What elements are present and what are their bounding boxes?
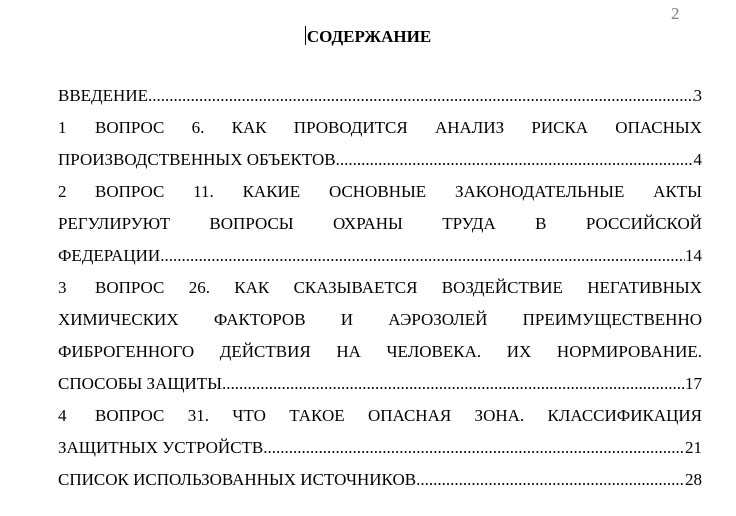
title-text[interactable]: СОДЕРЖАНИЕ (306, 27, 432, 46)
toc-entry-line (58, 272, 702, 304)
toc-entry-number: 3 (58, 278, 67, 297)
toc-entry-text: СПОСОБЫ ЗАЩИТЫ (58, 374, 222, 393)
leader-dots (160, 240, 685, 272)
toc-entry-text: ФЕДЕРАЦИИ (58, 246, 161, 265)
leader-dots (148, 80, 694, 112)
toc-entry-text: ВОПРОС 6. КАК ПРОВОДИТСЯ АНАЛИЗ РИСКА ОПАСНЫХ (95, 118, 702, 137)
page-number: 2 (671, 4, 680, 23)
toc-entry-question-2[interactable] (58, 176, 702, 272)
toc-entry-question-3[interactable] (58, 272, 702, 400)
toc-entry-text: ЗАЩИТНЫХ УСТРОЙСТВ (58, 438, 264, 457)
toc-entry-question-4[interactable] (58, 400, 702, 464)
toc-entry-number: 1 (58, 118, 67, 137)
toc-page-number: 28 (685, 470, 702, 489)
toc-page-number: 21 (685, 438, 702, 457)
toc-entry-introduction[interactable] (58, 80, 702, 112)
toc-entry-text: ВОПРОС 26. КАК СКАЗЫВАЕТСЯ ВОЗДЕЙСТВИЕ НЕГАТИВНЫХ (95, 278, 702, 297)
toc-page-number: 4 (693, 150, 702, 169)
toc-entry-text: ВОПРОС 31. ЧТО ТАКОЕ ОПАСНАЯ ЗОНА. КЛАССИФИКАЦИЯ (95, 406, 702, 425)
toc-entry-line (58, 112, 702, 144)
toc-entry-question-1[interactable] (58, 112, 702, 176)
toc-entry-references[interactable] (58, 464, 702, 496)
toc-entry-number: 4 (58, 406, 67, 425)
toc-entry-line (58, 176, 702, 208)
toc-entry-line: ХИМИЧЕСКИХ ФАКТОРОВ И АЭРОЗОЛЕЙ ПРЕИМУЩЕСТВЕННО (58, 310, 702, 329)
table-of-contents (58, 80, 702, 496)
toc-entry-line (58, 400, 702, 432)
page-title (0, 26, 736, 47)
toc-entry-text: ПРОИЗВОДСТВЕННЫХ ОБЪЕКТОВ (58, 150, 336, 169)
toc-entry-text: ВВЕДЕНИЕ (58, 86, 148, 105)
toc-page-number: 3 (693, 86, 702, 105)
toc-entry-line: РЕГУЛИРУЮТ ВОПРОСЫ ОХРАНЫ ТРУДА В РОССИЙСКОЙ (58, 214, 702, 233)
leader-dots (416, 464, 685, 496)
toc-page-number: 17 (685, 374, 702, 393)
toc-page-number: 14 (685, 246, 702, 265)
toc-entry-number: 2 (58, 182, 67, 201)
text-cursor (305, 26, 306, 45)
leader-dots (263, 432, 685, 464)
leader-dots (222, 368, 685, 400)
leader-dots (336, 144, 694, 176)
toc-entry-text: СПИСОК ИСПОЛЬЗОВАННЫХ ИСТОЧНИКОВ (58, 470, 417, 489)
toc-entry-text: ВОПРОС 11. КАКИЕ ОСНОВНЫЕ ЗАКОНОДАТЕЛЬНЫЕ АКТЫ (95, 182, 702, 201)
toc-entry-line: ФИБРОГЕННОГО ДЕЙСТВИЯ НА ЧЕЛОВЕКА. ИХ НОРМИРОВАНИЕ. (58, 342, 702, 361)
